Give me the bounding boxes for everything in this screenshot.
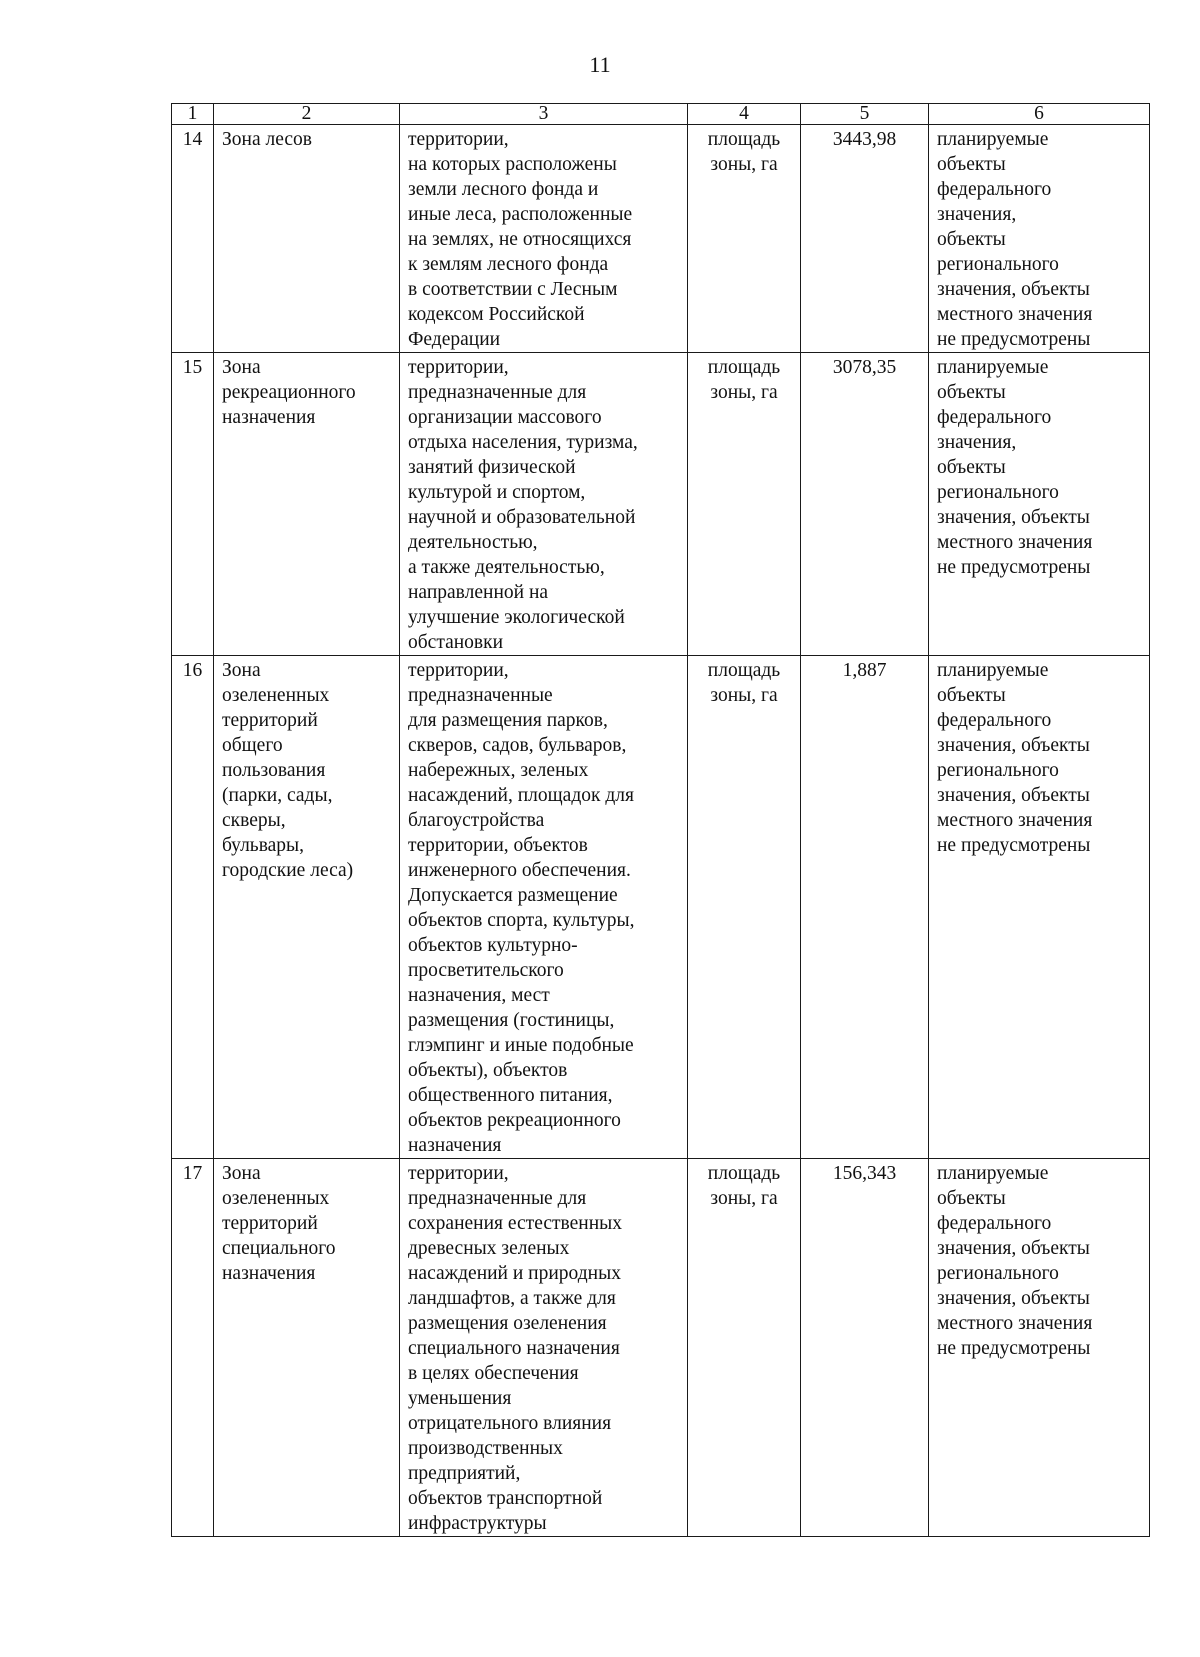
planned-objects: планируемые объекты федерального значения, объекты регионального значения, объекты местного значения не предусмотрены — [929, 125, 1150, 353]
table-row — [172, 353, 1150, 656]
row-number: 15 — [172, 353, 214, 656]
column-header-5: 5 — [801, 104, 929, 125]
unit-of-measure: площадь зоны, га — [688, 353, 801, 656]
zone-description: территории, предназначенные для сохранения естественных древесных зеленых насаждений и природных ландшафтов, а также для размещения озеленения специального назначения в целях обеспечения уменьшения отрицательного влияния производственных предприятий, объектов транспортной инфраструктуры — [400, 1159, 688, 1537]
table-row — [172, 125, 1150, 353]
zone-area-value: 156,343 — [801, 1159, 929, 1537]
zone-name: Зона лесов — [214, 125, 400, 353]
row-number: 14 — [172, 125, 214, 353]
table-row — [172, 1159, 1150, 1537]
planned-objects: планируемые объекты федерального значения, объекты регионального значения, объекты местного значения не предусмотрены — [929, 656, 1150, 1159]
zone-description: территории, на которых расположены земли лесного фонда и иные леса, расположенные на землях, не относящихся к землям лесного фонда в соответствии с Лесным кодексом Российской Федерации — [400, 125, 688, 353]
column-header-2: 2 — [214, 104, 400, 125]
column-header-3: 3 — [400, 104, 688, 125]
planned-objects: планируемые объекты федерального значения, объекты регионального значения, объекты местного значения не предусмотрены — [929, 353, 1150, 656]
unit-of-measure: площадь зоны, га — [688, 656, 801, 1159]
zone-area-value: 3078,35 — [801, 353, 929, 656]
column-header-1: 1 — [172, 104, 214, 125]
zone-name: Зона озелененных территорий общего пользования (парки, сады, скверы, бульвары, городские леса) — [214, 656, 400, 1159]
page-number: 11 — [589, 52, 611, 77]
column-header-4: 4 — [688, 104, 801, 125]
row-number: 17 — [172, 1159, 214, 1537]
zone-area-value: 3443,98 — [801, 125, 929, 353]
zone-name: Зона рекреационного назначения — [214, 353, 400, 656]
zone-name: Зона озелененных территорий специального назначения — [214, 1159, 400, 1537]
row-number: 16 — [172, 656, 214, 1159]
header-row — [172, 104, 1150, 125]
zones-table — [171, 103, 1150, 1537]
unit-of-measure: площадь зоны, га — [688, 1159, 801, 1537]
zone-area-value: 1,887 — [801, 656, 929, 1159]
planned-objects: планируемые объекты федерального значения, объекты регионального значения, объекты местного значения не предусмотрены — [929, 1159, 1150, 1537]
zone-description: территории, предназначенные для размещения парков, скверов, садов, бульваров, набережных, зеленых насаждений, площадок для благоустройства территории, объектов инженерного обеспечения. Допускается размещение объектов спорта, культуры, объектов культурно- просветительского назначения, мест размещения (гостиницы, глэмпинг и иные подобные объекты), объектов общественного питания, объектов рекреационного назначения — [400, 656, 688, 1159]
zone-description: территории, предназначенные для организации массового отдыха населения, туризма, занятий физической культурой и спортом, научной и образовательной деятельностью, а также деятельностью, направленной на улучшение экологической обстановки — [400, 353, 688, 656]
column-header-6: 6 — [929, 104, 1150, 125]
table-row — [172, 656, 1150, 1159]
unit-of-measure: площадь зоны, га — [688, 125, 801, 353]
